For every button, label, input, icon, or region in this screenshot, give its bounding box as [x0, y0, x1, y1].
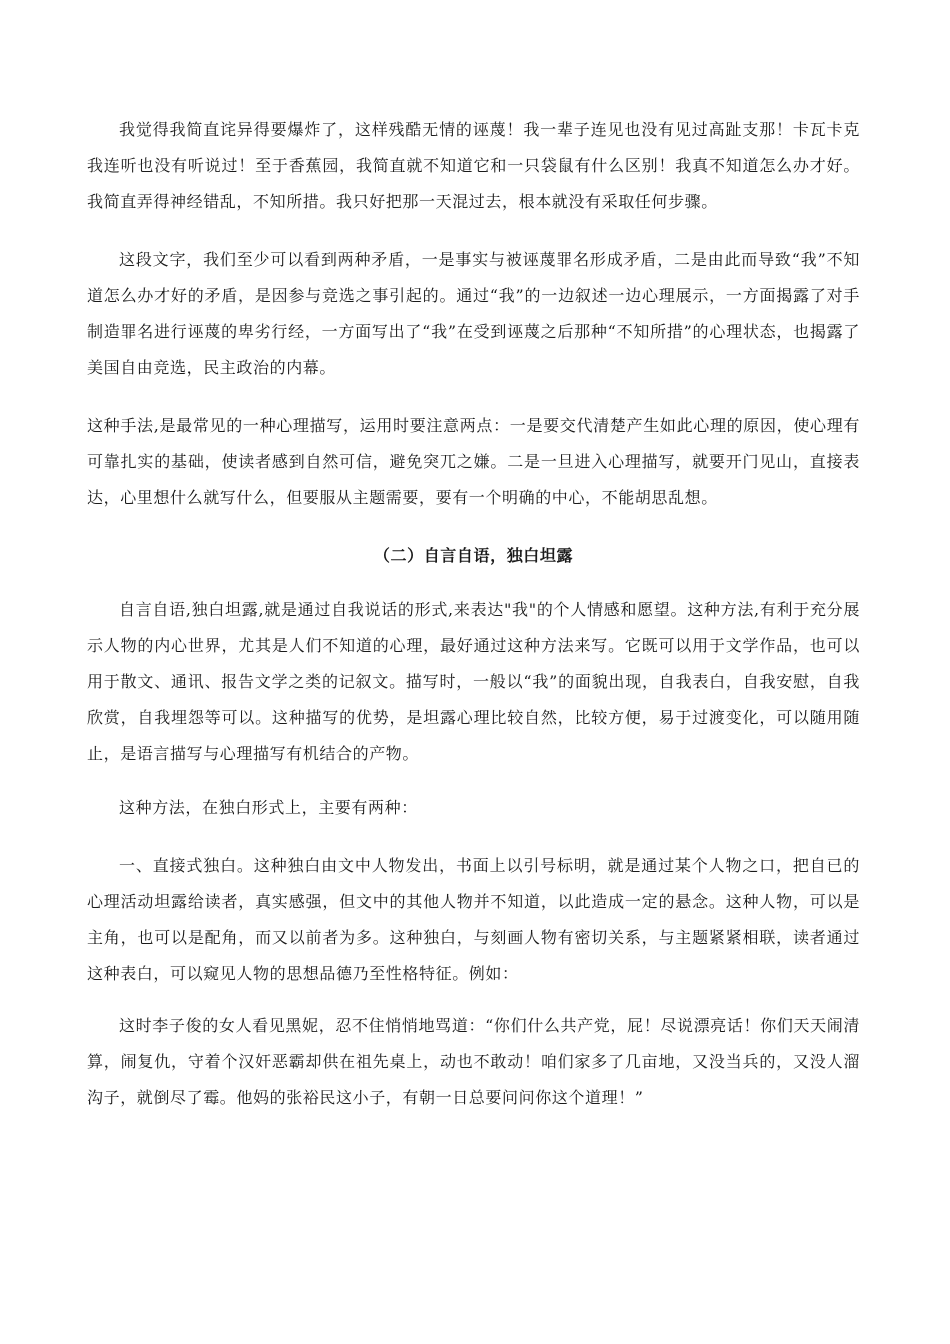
analysis-paragraph: 这段文字，我们至少可以看到两种矛盾，一是事实与被诬蔑罪名形成矛盾，二是由此而导致“我”不知道怎么办才好的矛盾，是因参与竞选之事引起的。通过“我”的一边叙述一边心理展示，一方面揭露了对手制造罪名进行诬蔑的卑劣行经，一方面写出了“我”在受到诬蔑之后那种“不知所措”的心理状态，也揭露了美国自由竞选，民主政治的内幕。	[87, 250, 860, 377]
technique-paragraph: 这种手法,是最常见的一种心理描写，运用时要注意两点：一是要交代清楚产生如此心理的原因，使心理有可靠扎实的基础，使读者感到自然可信，避免突兀之嫌。二是一旦进入心理描写，就要开门见山，直接表达，心里想什么就写什么，但要服从主题需要，要有一个明确的中心，不能胡思乱想。	[87, 416, 860, 507]
quote-paragraph-1: 我觉得我简直诧异得要爆炸了，这样残酷无情的诬蔑！我一辈子连见也没有见过高趾支那！卡瓦卡克我连听也没有听说过！至于香蕉园，我简直就不知道它和一只袋鼠有什么区别！我真不知道怎么办才好。我简直弄得神经错乱，不知所措。我只好把那一天混过去，根本就没有采取任何步骤。	[87, 120, 860, 211]
section-heading: （二）自言自语，独白坦露	[373, 546, 574, 565]
document-page	[87, 112, 860, 1116]
monologue-intro-paragraph: 自言自语,独白坦露,就是通过自我说话的形式,来表达"我"的个人情感和愿望。这种方法,有利于充分展示人物的内心世界，尤其是人们不知道的心理，最好通过这种方法来写。它既可以用于文学作品，也可以用于散文、通讯、报告文学之类的记叙文。描写时，一般以“我”的面貌出现，自我表白，自我安慰，自我欣赏，自我埋怨等可以。这种描写的优势，是坦露心理比较自然，比较方便，易于过渡变化，可以随用随止，是语言描写与心理描写有机结合的产物。	[87, 600, 860, 763]
direct-monologue-paragraph: 一、直接式独白。这种独白由文中人物发出，书面上以引号标明，就是通过某个人物之口，把自已的心理活动坦露给读者，真实感强，但文中的其他人物并不知道，以此造成一定的悬念。这种人物，可以是主角，也可以是配角，而又以前者为多。这种独白，与刻画人物有密切关系，与主题紧紧相联，读者通过这种表白，可以窥见人物的思想品德乃至性格特征。例如：	[87, 856, 860, 983]
forms-paragraph: 这种方法，在独白形式上，主要有两种：	[119, 798, 418, 817]
example-quote-paragraph: 这时李子俊的女人看见黑妮，忍不住悄悄地骂道：“你们什么共产党，屁！尽说漂亮话！你们天天闹清算，闹复仇，守着个汉奸恶霸却供在祖先桌上，动也不敢动！咱们家多了几亩地，又没当兵的，又没人溜沟子，就倒尽了霉。他妈的张裕民这小子，有朝一日总要问问你这个道理！”	[87, 1016, 860, 1107]
